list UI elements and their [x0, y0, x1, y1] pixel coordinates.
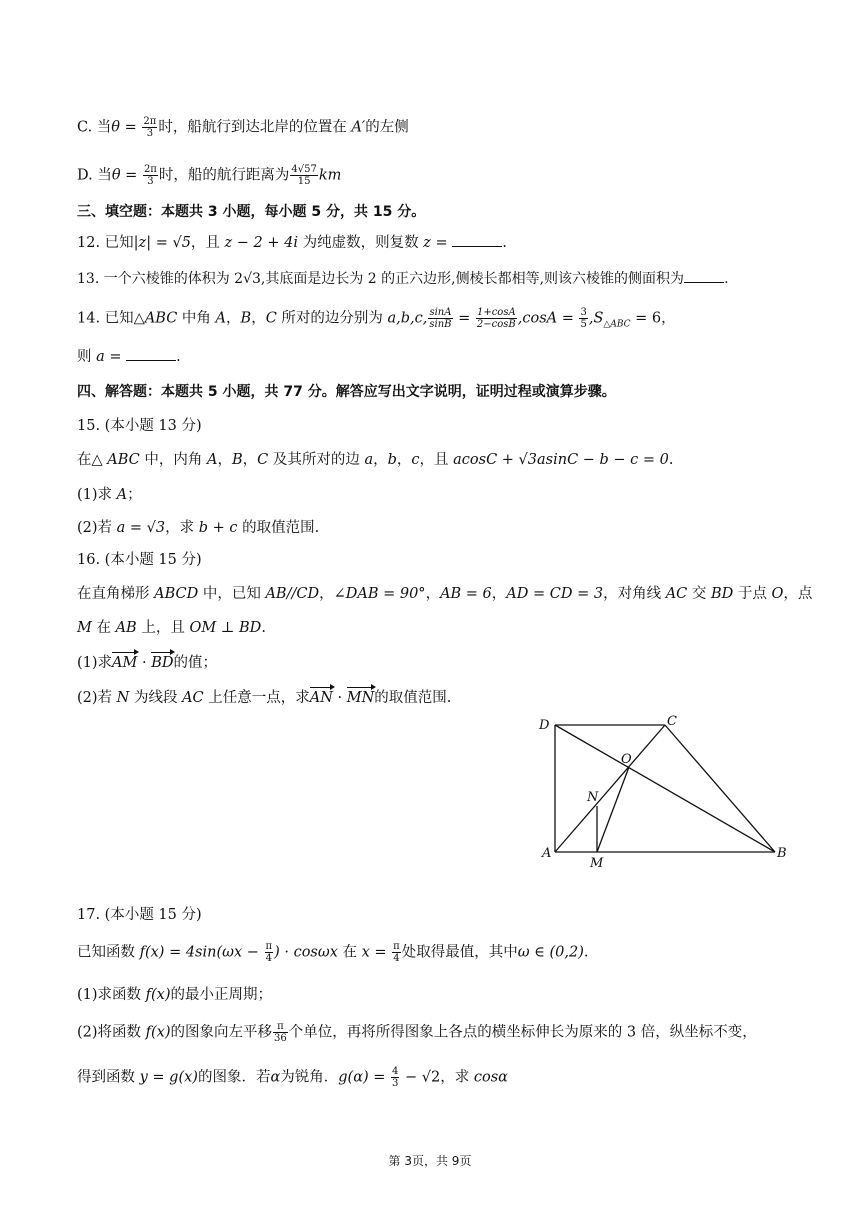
question-17-title: 17. (本小题 15 分) — [77, 907, 202, 923]
question-16-stem-cont: M 在 AB 上，且 OM ⊥ BD. — [77, 620, 266, 636]
label-o: O — [621, 752, 632, 767]
section-fill-in-heading: 三、填空题：本题共 3 小题，每小题 5 分，共 15 分。 — [77, 204, 426, 220]
label-n: N — [587, 790, 599, 805]
question-16-stem: 在直角梯形 ABCD 中，已知 AB//CD，∠DAB = 90°，AB = 6，AD = CD = 3，对角线 AC 交 BD 于点 O，点 — [77, 586, 813, 602]
diagonal-db — [555, 725, 775, 852]
diagonal-ac — [555, 725, 665, 852]
answer-blank — [126, 348, 176, 361]
question-12: 12. 已知|z| = √5，且 z − 2 + 4i 为纯虚数，则复数 z = . — [77, 235, 507, 251]
section-answer-heading: 四、解答题：本题共 5 小题，共 77 分。解答应写出文字说明，证明过程或演算步骤。 — [77, 384, 616, 400]
question-15-title: 15. (本小题 13 分) — [77, 418, 202, 434]
question-17-part-2: (2)将函数 f(x)的图象向左平移 $\frac{\pi}{36}$ 个单位，再将所得图象上各点的横坐标伸长为原来的 3 倍，纵坐标不变， — [77, 1021, 757, 1044]
trapezoid-figure — [525, 705, 805, 885]
segment-om — [597, 767, 629, 852]
label-b: B — [777, 846, 787, 861]
label-a: A — [542, 846, 552, 861]
label-c: C — [667, 714, 677, 729]
question-14-answer: 则 a = . — [77, 349, 181, 365]
answer-blank — [684, 270, 724, 283]
question-17-part-2-cont: 得到函数 y = g(x)的图象．若α为锐角．g(α) = $\frac{4}{3}$ − √2，求 cosα — [77, 1066, 508, 1089]
question-16-part-2: (2)若 N 为线段 AC 上任意一点，求AN · MN的取值范围. — [77, 690, 452, 706]
question-13: 13. 一个六棱锥的体积为 2√3,其底面是边长为 2 的正六边形,侧棱长都相等,则该六棱锥的侧面积为 . — [77, 271, 729, 287]
question-16-part-1: (1)求AM · BD的值； — [77, 655, 217, 671]
page-footer: 第 3页，共 9页 — [388, 1154, 472, 1168]
edge-cb — [665, 725, 775, 852]
question-16-title: 16. (本小题 15 分) — [77, 552, 202, 568]
option-c: C. 当θ = $\frac{2\pi}{3}$ 时，船航行到达北岸的位置在 A′的左侧 — [77, 116, 409, 139]
label-m: M — [590, 856, 604, 871]
question-14: 14. 已知△ABC 中角 A，B，C 所对的边分别为 a,b,c, $\frac{\sin A}{\sin B}$ = $\frac{1+\cos A}{2-\cos B}$ ,cosA = $\frac{3}{5}$ $,S_{\triangle ABC} = 6$， — [77, 307, 676, 330]
option-d: D. 当θ = $\frac{2\pi}{3}$ 时，船的航行距离为 $\frac{4√57}{15}$ km — [77, 164, 342, 187]
question-17-part-1: (1)求函数 f(x)的最小正周期； — [77, 987, 273, 1003]
label-d: D — [539, 718, 550, 733]
question-15-part-1: (1)求 A； — [77, 487, 142, 503]
answer-blank — [452, 234, 502, 247]
question-17-stem: 已知函数 f(x) = 4sin(ωx − $\frac{\pi}{4}$ ) · cosωx 在 x = $\frac{\pi}{4}$ 处取得最值，其中ω ∈ (0,2). — [77, 941, 589, 964]
question-15-part-2: (2)若 a = √3，求 b + c 的取值范围. — [77, 520, 320, 536]
question-15-stem: 在△ ABC 中，内角 A，B，C 及其所对的边 a，b，c，且 acosC + √3asinC − b − c = 0. — [77, 452, 674, 468]
